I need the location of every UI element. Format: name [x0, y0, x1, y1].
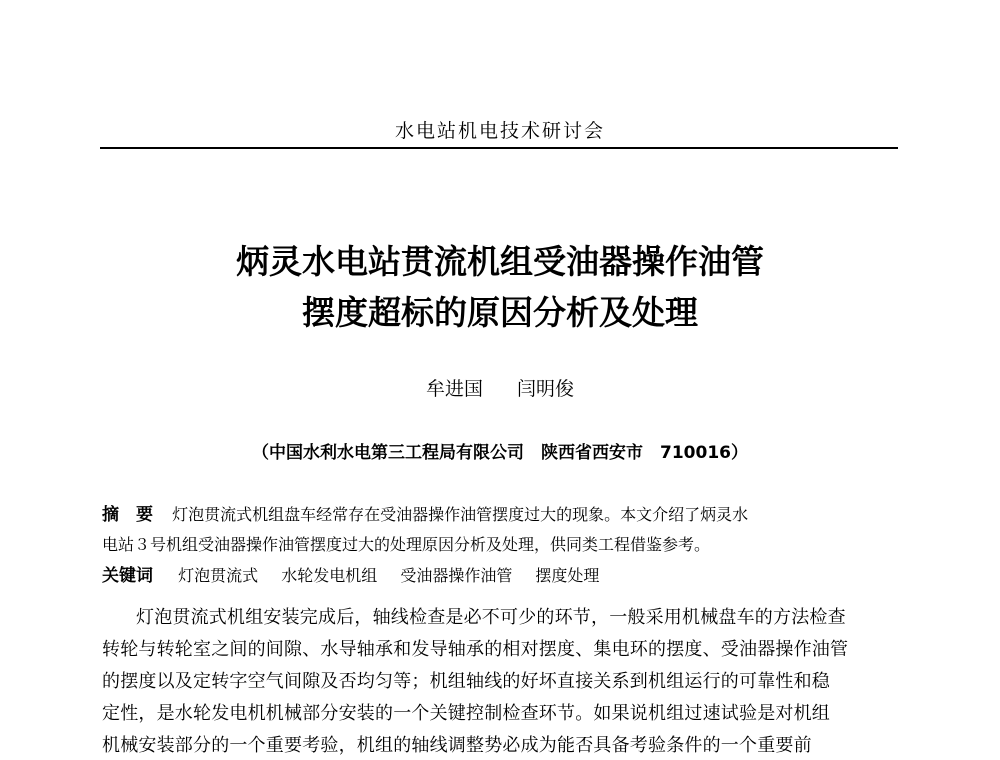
abstract-line-2: 电站３号机组受油器操作油管摆度过大的处理原因分析及处理，供同类工程借鉴参考。: [102, 535, 711, 554]
abstract-line-1: [102, 505, 902, 525]
abstract-label: 摘 要: [102, 505, 153, 525]
keyword: 灯泡贯流式: [178, 566, 259, 585]
abstract-text-1: 灯泡贯流式机组盘车经常存在受油器操作油管摆度过大的现象。本文介绍了炳灵水: [172, 505, 749, 524]
keyword: 水轮发电机组: [281, 566, 378, 585]
header-rule: [100, 147, 898, 149]
keywords-line: [102, 566, 902, 586]
paper-title-line-2: 摆度超标的原因分析及处理: [302, 293, 698, 332]
author-2: 闫明俊: [517, 378, 575, 400]
paper-title-line-1: 炳灵水电站贯流机组受油器操作油管: [236, 242, 764, 281]
authors: [0, 374, 1000, 401]
author-1: 牟进国: [425, 378, 483, 400]
running-header: 水电站机电技术研讨会: [394, 120, 605, 142]
body-line-4: 定性，是水轮发电机机械部分安装的一个关键控制检查环节。如果说机组过速试验是对机组: [102, 703, 830, 724]
affiliation: （中国水利水电第三工程局有限公司 陕西省西安市 710016）: [252, 443, 748, 463]
keywords-label: 关键词: [102, 566, 153, 586]
body-line-1: 灯泡贯流式机组安装完成后，轴线检查是必不可少的环节，一般采用机械盘车的方法检查: [136, 607, 846, 628]
keyword: 受油器操作油管: [400, 566, 513, 585]
body-line-3: 的摆度以及定转字空气间隙及否均匀等；机组轴线的好坏直接关系到机组运行的可靠性和稳: [102, 671, 830, 692]
keyword: 摆度处理: [535, 566, 600, 585]
body-line-5: 机械安装部分的一个重要考验，机组的轴线调整势必成为能否具备考验条件的一个重要前: [102, 735, 812, 756]
body-line-2: 转轮与转轮室之间的间隙、水导轴承和发导轴承的相对摆度、集电环的摆度、受油器操作油管: [102, 639, 849, 660]
